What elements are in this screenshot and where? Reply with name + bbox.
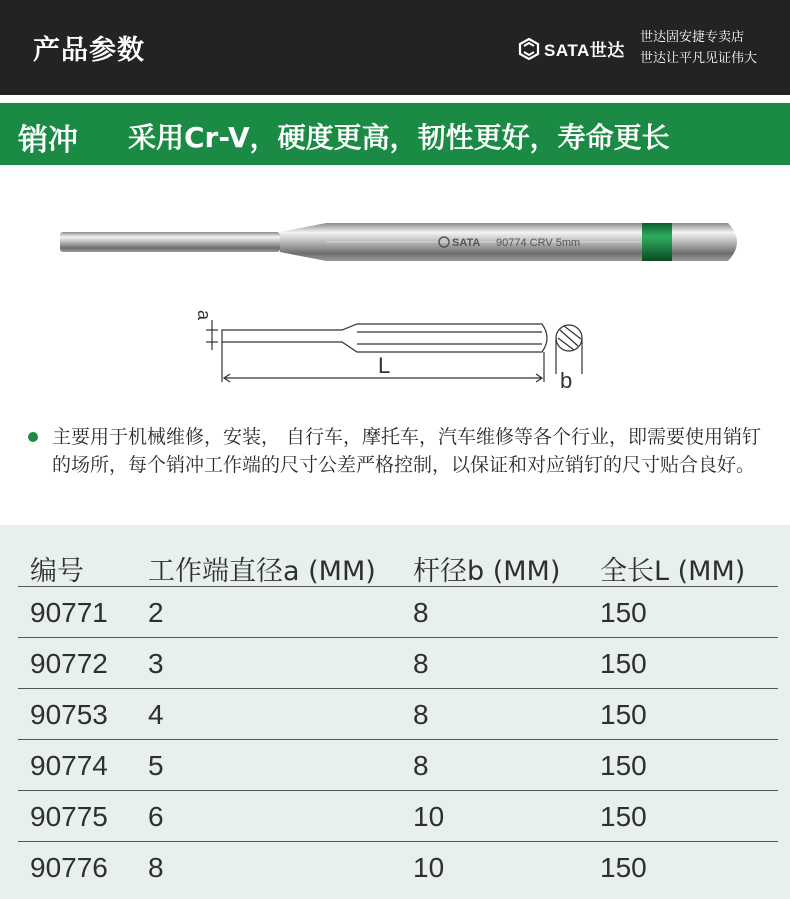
- table-row: [18, 791, 778, 842]
- store-name: 世达固安捷专卖店: [640, 30, 745, 45]
- product-slogan: 采用Cr-V，硬度更高，韧性更好，寿命更长: [128, 121, 670, 154]
- table-cell: 90772: [30, 648, 108, 679]
- table-cell: 90775: [30, 801, 108, 832]
- header-cell: 全长L (MM): [600, 556, 746, 587]
- table-cell: 10: [413, 852, 445, 883]
- table-row: [18, 842, 778, 893]
- table-cell: 2: [148, 597, 164, 628]
- store-slogan: 世达让平凡见证伟大: [640, 51, 758, 66]
- table-cell: 8: [148, 852, 164, 883]
- pin-punch-photo: [56, 215, 752, 267]
- table-cell: 150: [600, 750, 647, 781]
- label-L: L: [378, 353, 391, 378]
- logo-text: SATA世达: [544, 41, 625, 60]
- table-cell: 8: [413, 750, 429, 781]
- label-b: b: [560, 368, 573, 393]
- table-cell: 5: [148, 750, 164, 781]
- table-row: [18, 689, 778, 740]
- table-header-row: [18, 535, 778, 587]
- product-name: 销冲: [18, 123, 78, 158]
- table-cell: 90771: [30, 597, 108, 628]
- product-description: [28, 423, 768, 479]
- product-banner: [0, 103, 790, 165]
- table-cell: 4: [148, 699, 164, 730]
- table-cell: 8: [413, 699, 429, 730]
- spec-table: [0, 525, 790, 899]
- sata-logo: [518, 36, 625, 61]
- table-cell: 8: [413, 648, 429, 679]
- table-row: [18, 740, 778, 791]
- header-cell: 编号: [30, 556, 84, 587]
- table-cell: 150: [600, 648, 647, 679]
- table-row: [18, 587, 778, 638]
- header-cell: 工作端直径a (MM): [148, 556, 376, 587]
- table-cell: 10: [413, 801, 445, 832]
- table-cell: 90774: [30, 750, 108, 781]
- table-cell: 90776: [30, 852, 108, 883]
- description-text: 主要用于机械维修，安装， 自行车，摩托车，汽车维修等各个行业，即需要使用销钉的场所，每个销冲工作端的尺寸公差严格控制，以保证和对应销钉的尺寸贴合良好。: [52, 426, 762, 476]
- table-cell: 6: [148, 801, 164, 832]
- table-cell: 150: [600, 699, 647, 730]
- table-row: [18, 638, 778, 689]
- header-cell: 杆径b (MM): [413, 556, 561, 587]
- dimension-diagram: [192, 302, 592, 394]
- table-cell: 150: [600, 852, 647, 883]
- table-cell: 150: [600, 801, 647, 832]
- sata-logo-icon: [518, 38, 540, 60]
- table-cell: 150: [600, 597, 647, 628]
- bullet-dot-icon: [28, 432, 38, 442]
- table-cell: 3: [148, 648, 164, 679]
- engraved-spec: 90774 CRV 5mm: [496, 237, 581, 249]
- top-header-bar: [0, 0, 790, 95]
- store-info: [640, 27, 757, 69]
- engraved-brand: SATA: [452, 237, 481, 249]
- label-a: a: [194, 310, 214, 321]
- table-cell: 8: [413, 597, 429, 628]
- table-cell: 90753: [30, 699, 108, 730]
- page-title: 产品参数: [33, 35, 145, 66]
